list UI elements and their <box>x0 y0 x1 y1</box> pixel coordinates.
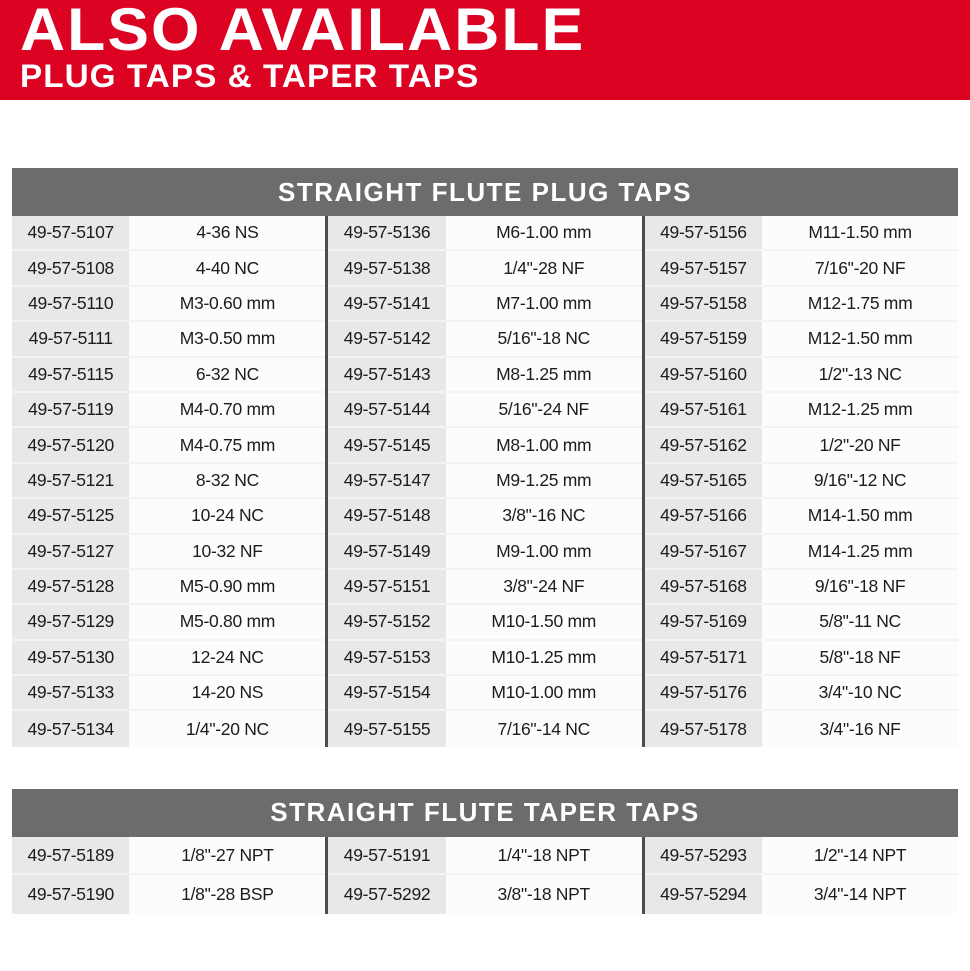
part-number-cell: 49-57-5162 <box>645 428 762 463</box>
part-number-cell: 49-57-5133 <box>12 676 129 711</box>
part-number-cell: 49-57-5144 <box>328 393 445 428</box>
table-row <box>12 605 325 640</box>
size-cell: 3/8"-24 NF <box>446 570 642 605</box>
table-row <box>645 216 958 251</box>
table-row <box>12 641 325 676</box>
size-cell: M10-1.00 mm <box>446 676 642 711</box>
size-cell: 3/8"-16 NC <box>446 499 642 534</box>
part-number-cell: 49-57-5155 <box>328 711 445 746</box>
table-row <box>328 711 641 746</box>
part-number-cell: 49-57-5136 <box>328 216 445 251</box>
table-row <box>12 464 325 499</box>
table-row <box>12 322 325 357</box>
part-number-cell: 49-57-5143 <box>328 358 445 393</box>
plug-taps-table-body <box>12 216 958 747</box>
size-cell: 7/16"-20 NF <box>762 251 958 286</box>
table-row <box>645 837 958 876</box>
size-cell: 1/2"-14 NPT <box>762 837 958 876</box>
part-number-cell: 49-57-5191 <box>328 837 445 876</box>
part-number-cell: 49-57-5111 <box>12 322 129 357</box>
table-row <box>12 393 325 428</box>
part-number-cell: 49-57-5127 <box>12 535 129 570</box>
part-number-cell: 49-57-5120 <box>12 428 129 463</box>
table-row <box>645 605 958 640</box>
part-number-cell: 49-57-5147 <box>328 464 445 499</box>
size-cell: M4-0.70 mm <box>129 393 325 428</box>
part-number-cell: 49-57-5157 <box>645 251 762 286</box>
size-cell: 14-20 NS <box>129 676 325 711</box>
size-cell: 3/8"-18 NPT <box>446 875 642 914</box>
size-cell: 1/4"-18 NPT <box>446 837 642 876</box>
part-number-cell: 49-57-5129 <box>12 605 129 640</box>
size-cell: M12-1.50 mm <box>762 322 958 357</box>
size-cell: M3-0.60 mm <box>129 287 325 322</box>
size-cell: M5-0.80 mm <box>129 605 325 640</box>
table-row <box>328 499 641 534</box>
size-cell: 4-40 NC <box>129 251 325 286</box>
size-cell: 1/8"-28 BSP <box>129 875 325 914</box>
table-column-group <box>325 837 641 914</box>
size-cell: 7/16"-14 NC <box>446 711 642 746</box>
part-number-cell: 49-57-5148 <box>328 499 445 534</box>
table-row <box>328 464 641 499</box>
size-cell: 8-32 NC <box>129 464 325 499</box>
table-row <box>328 393 641 428</box>
size-cell: M3-0.50 mm <box>129 322 325 357</box>
size-cell: 4-36 NS <box>129 216 325 251</box>
table-column-group <box>12 837 325 914</box>
part-number-cell: 49-57-5167 <box>645 535 762 570</box>
table-row <box>645 676 958 711</box>
table-row <box>328 535 641 570</box>
size-cell: M6-1.00 mm <box>446 216 642 251</box>
size-cell: M10-1.50 mm <box>446 605 642 640</box>
table-row <box>12 287 325 322</box>
table-row <box>328 358 641 393</box>
plug-taps-table <box>12 168 958 747</box>
part-number-cell: 49-57-5141 <box>328 287 445 322</box>
part-number-cell: 49-57-5160 <box>645 358 762 393</box>
part-number-cell: 49-57-5154 <box>328 676 445 711</box>
size-cell: M7-1.00 mm <box>446 287 642 322</box>
size-cell: 3/4"-10 NC <box>762 676 958 711</box>
part-number-cell: 49-57-5190 <box>12 875 129 914</box>
size-cell: M9-1.25 mm <box>446 464 642 499</box>
size-cell: M12-1.25 mm <box>762 393 958 428</box>
table-row <box>12 570 325 605</box>
part-number-cell: 49-57-5145 <box>328 428 445 463</box>
part-number-cell: 49-57-5121 <box>12 464 129 499</box>
part-number-cell: 49-57-5169 <box>645 605 762 640</box>
banner-subtitle: PLUG TAPS & TAPER TAPS <box>20 58 480 94</box>
part-number-cell: 49-57-5108 <box>12 251 129 286</box>
size-cell: M12-1.75 mm <box>762 287 958 322</box>
part-number-cell: 49-57-5168 <box>645 570 762 605</box>
table-row <box>645 641 958 676</box>
table-row <box>12 358 325 393</box>
size-cell: M14-1.25 mm <box>762 535 958 570</box>
table-row <box>328 641 641 676</box>
plug-taps-table-header: STRAIGHT FLUTE PLUG TAPS <box>12 168 958 216</box>
size-cell: 12-24 NC <box>129 641 325 676</box>
part-number-cell: 49-57-5153 <box>328 641 445 676</box>
size-cell: 5/16"-24 NF <box>446 393 642 428</box>
part-number-cell: 49-57-5149 <box>328 535 445 570</box>
taper-taps-table-body <box>12 837 958 914</box>
table-row <box>12 251 325 286</box>
size-cell: M11-1.50 mm <box>762 216 958 251</box>
size-cell: 3/4"-14 NPT <box>762 875 958 914</box>
table-row <box>645 287 958 322</box>
part-number-cell: 49-57-5138 <box>328 251 445 286</box>
size-cell: M10-1.25 mm <box>446 641 642 676</box>
table-row <box>12 216 325 251</box>
size-cell: M8-1.00 mm <box>446 428 642 463</box>
size-cell: M5-0.90 mm <box>129 570 325 605</box>
part-number-cell: 49-57-5156 <box>645 216 762 251</box>
banner-title: ALSO AVAILABLE <box>20 0 586 63</box>
size-cell: M14-1.50 mm <box>762 499 958 534</box>
table-row <box>328 837 641 876</box>
table-row <box>328 875 641 914</box>
table-row <box>645 711 958 746</box>
size-cell: 9/16"-12 NC <box>762 464 958 499</box>
size-cell: M9-1.00 mm <box>446 535 642 570</box>
table-row <box>328 251 641 286</box>
table-row <box>645 428 958 463</box>
table-row <box>328 216 641 251</box>
size-cell: M8-1.25 mm <box>446 358 642 393</box>
table-row <box>645 393 958 428</box>
promo-banner <box>0 0 970 100</box>
table-row <box>12 428 325 463</box>
part-number-cell: 49-57-5293 <box>645 837 762 876</box>
part-number-cell: 49-57-5130 <box>12 641 129 676</box>
table-row <box>645 535 958 570</box>
table-row <box>12 535 325 570</box>
part-number-cell: 49-57-5178 <box>645 711 762 746</box>
part-number-cell: 49-57-5125 <box>12 499 129 534</box>
table-row <box>645 251 958 286</box>
part-number-cell: 49-57-5128 <box>12 570 129 605</box>
table-row <box>328 287 641 322</box>
table-row <box>328 428 641 463</box>
table-column-group <box>325 216 641 747</box>
size-cell: 6-32 NC <box>129 358 325 393</box>
table-row <box>645 499 958 534</box>
table-column-group <box>642 837 958 914</box>
size-cell: 10-24 NC <box>129 499 325 534</box>
part-number-cell: 49-57-5115 <box>12 358 129 393</box>
table-row <box>12 676 325 711</box>
part-number-cell: 49-57-5110 <box>12 287 129 322</box>
table-row <box>328 605 641 640</box>
part-number-cell: 49-57-5294 <box>645 875 762 914</box>
taper-taps-table-header: STRAIGHT FLUTE TAPER TAPS <box>12 789 958 837</box>
table-row <box>328 676 641 711</box>
table-row <box>12 711 325 746</box>
table-row <box>12 837 325 876</box>
size-cell: M4-0.75 mm <box>129 428 325 463</box>
table-row <box>645 322 958 357</box>
part-number-cell: 49-57-5151 <box>328 570 445 605</box>
table-row <box>328 322 641 357</box>
part-number-cell: 49-57-5171 <box>645 641 762 676</box>
size-cell: 5/8"-11 NC <box>762 605 958 640</box>
part-number-cell: 49-57-5292 <box>328 875 445 914</box>
size-cell: 1/8"-27 NPT <box>129 837 325 876</box>
part-number-cell: 49-57-5158 <box>645 287 762 322</box>
part-number-cell: 49-57-5165 <box>645 464 762 499</box>
part-number-cell: 49-57-5176 <box>645 676 762 711</box>
table-column-group <box>642 216 958 747</box>
table-row <box>328 570 641 605</box>
size-cell: 10-32 NF <box>129 535 325 570</box>
part-number-cell: 49-57-5134 <box>12 711 129 746</box>
table-row <box>12 499 325 534</box>
table-row <box>645 464 958 499</box>
part-number-cell: 49-57-5166 <box>645 499 762 534</box>
size-cell: 9/16"-18 NF <box>762 570 958 605</box>
table-row <box>645 570 958 605</box>
size-cell: 1/4"-28 NF <box>446 251 642 286</box>
table-row <box>645 875 958 914</box>
size-cell: 3/4"-16 NF <box>762 711 958 746</box>
part-number-cell: 49-57-5189 <box>12 837 129 876</box>
part-number-cell: 49-57-5142 <box>328 322 445 357</box>
size-cell: 1/4"-20 NC <box>129 711 325 746</box>
part-number-cell: 49-57-5159 <box>645 322 762 357</box>
part-number-cell: 49-57-5161 <box>645 393 762 428</box>
taper-taps-table <box>12 789 958 914</box>
size-cell: 5/16"-18 NC <box>446 322 642 357</box>
part-number-cell: 49-57-5119 <box>12 393 129 428</box>
part-number-cell: 49-57-5152 <box>328 605 445 640</box>
size-cell: 1/2"-13 NC <box>762 358 958 393</box>
table-row <box>12 875 325 914</box>
part-number-cell: 49-57-5107 <box>12 216 129 251</box>
size-cell: 1/2"-20 NF <box>762 428 958 463</box>
table-row <box>645 358 958 393</box>
table-column-group <box>12 216 325 747</box>
size-cell: 5/8"-18 NF <box>762 641 958 676</box>
